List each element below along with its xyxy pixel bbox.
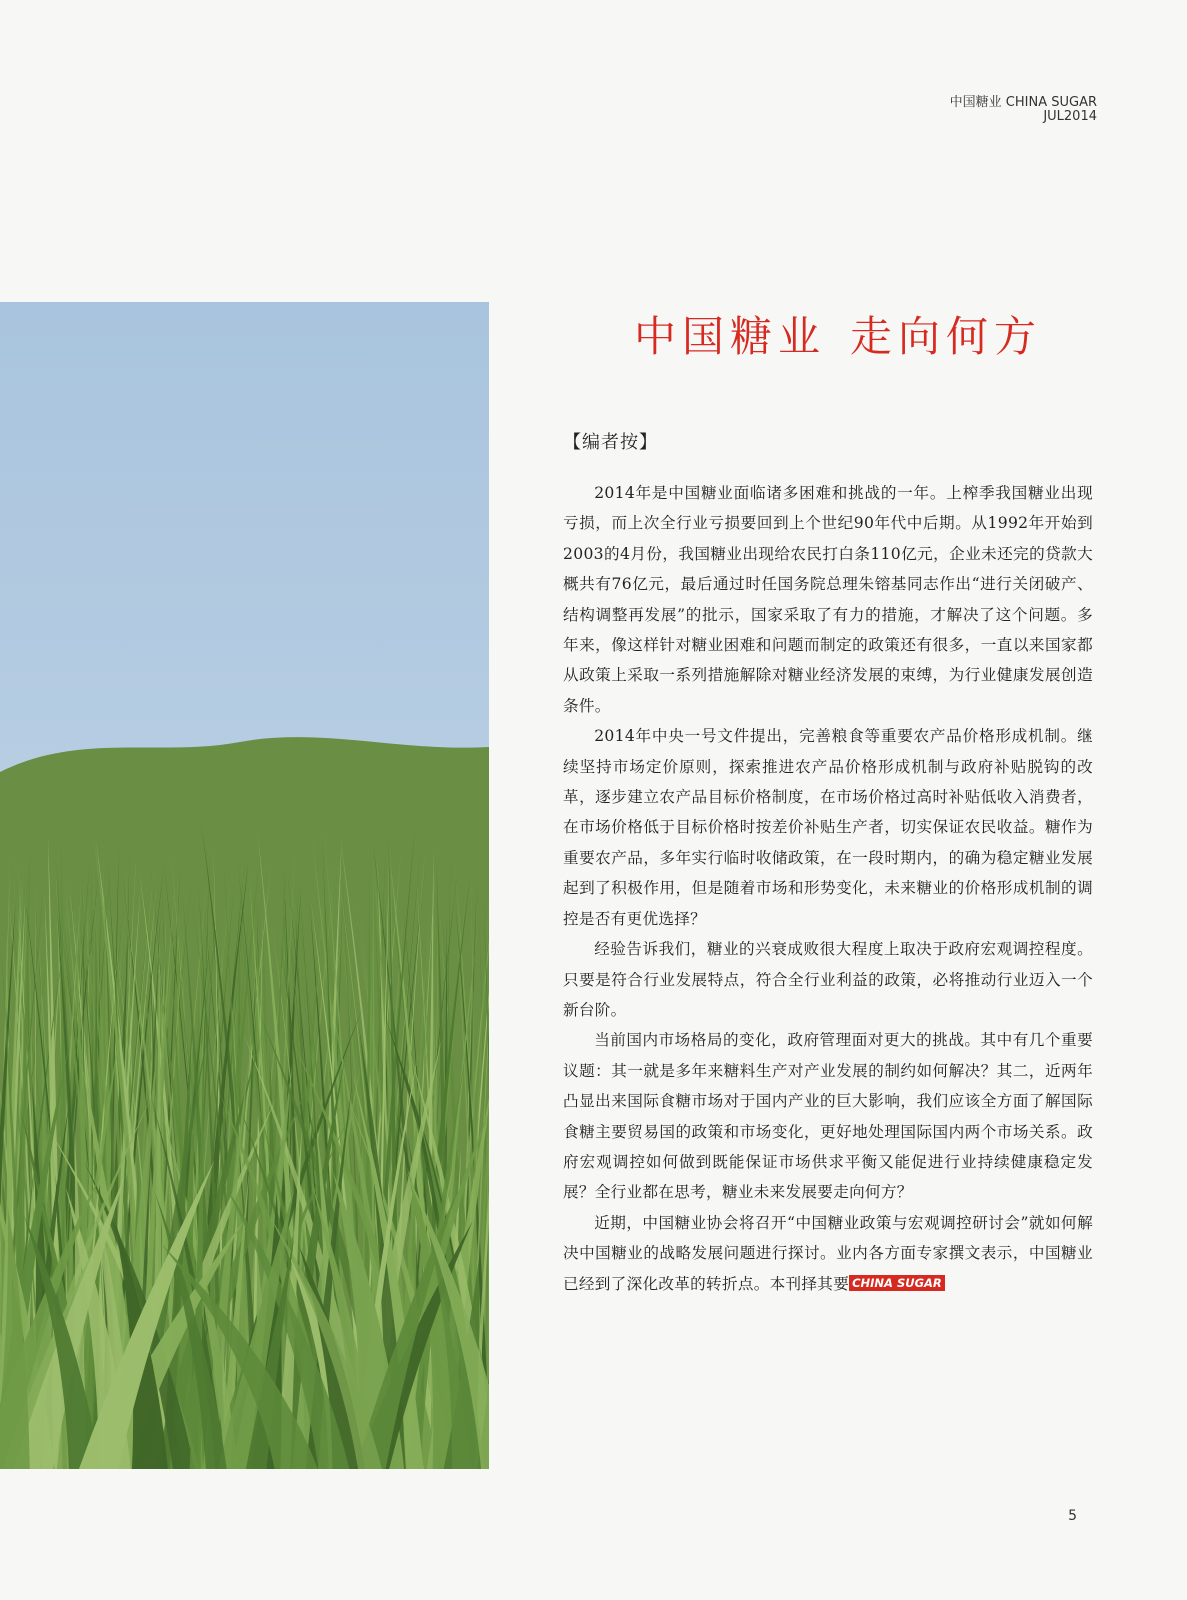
page-number: 5 — [1068, 1508, 1077, 1524]
running-header — [697, 96, 1097, 124]
header-publication: 中国糖业 CHINA SUGAR — [949, 95, 1097, 110]
paragraph-5 — [563, 1208, 1093, 1299]
paragraph-3: 经验告诉我们，糖业的兴衰成败很大程度上取决于政府宏观调控程度。只要是符合行业发展特点，符合全行业利益的政策，必将推动行业迈入一个新台阶。 — [563, 940, 1093, 1019]
paragraph-5-text: 近期，中国糖业协会将召开“中国糖业政策与宏观调控研讨会”就如何解决中国糖业的战略发展问题进行探讨。业内各方面专家撰文表示，中国糖业已经到了深化改革的转折点。本刊择其要 — [563, 1213, 1093, 1293]
sugarcane-field-photo — [0, 302, 489, 1469]
article-title — [489, 312, 1187, 362]
title-part-2: 走向何方 — [850, 312, 1043, 361]
editor-note-heading: 【编者按】 — [563, 432, 658, 453]
paragraph-2: 2014年中央一号文件提出，完善粮食等重要农产品价格形成机制。继续坚持市场定价原则，探索推进农产品价格形成机制与政府补贴脱钩的改革，逐步建立农产品目标价格制度，在市场价格过高时补贴低收入消费者，在市场价格低于目标价格时按差价补贴生产者，切实保证农民收益。糖作为重要农产品，多年实行临时收储政策，在一段时期内，的确为稳定糖业发展起到了积极作用，但是随着市场和形势变化，未来糖业的价格形成机制的调控是否有更优选择？ — [563, 727, 1093, 928]
paragraph-1: 2014年是中国糖业面临诸多困难和挑战的一年。上榨季我国糖业出现亏损，而上次全行业亏损要回到上个世纪90年代中后期。从1992年开始到2003的4月份，我国糖业出现给农民打白条110亿元，企业未还完的贷款大概共有76亿元，最后通过时任国务院总理朱镕基同志作出“进行关闭破产、结构调整再发展”的批示，国家采取了有力的措施，才解决了这个问题。多年来，像这样针对糖业困难和问题而制定的政策还有很多，一直以来国家都从政策上采取一系列措施解除对糖业经济发展的束缚，为行业健康发展创造条件。 — [563, 484, 1093, 715]
title-part-1: 中国糖业 — [633, 312, 826, 361]
paragraph-4: 当前国内市场格局的变化，政府管理面对更大的挑战。其中有几个重要议题：其一就是多年来糖料生产对产业发展的制约如何解决？其二，近两年凸显出来国际食糖市场对于国内产业的巨大影响，我们应该全方面了解国际食糖主要贸易国的政策和市场变化，更好地处理国际国内两个市场关系。政府宏观调控如何做到既能保证市场供求平衡又能促进行业持续健康稳定发展？全行业都在思考，糖业未来发展要走向何方？ — [563, 1031, 1093, 1202]
header-issue-date: JUL2014 — [1043, 109, 1097, 124]
article-body — [563, 428, 1093, 1299]
china-sugar-end-mark: CHINA SUGAR — [849, 1275, 945, 1291]
